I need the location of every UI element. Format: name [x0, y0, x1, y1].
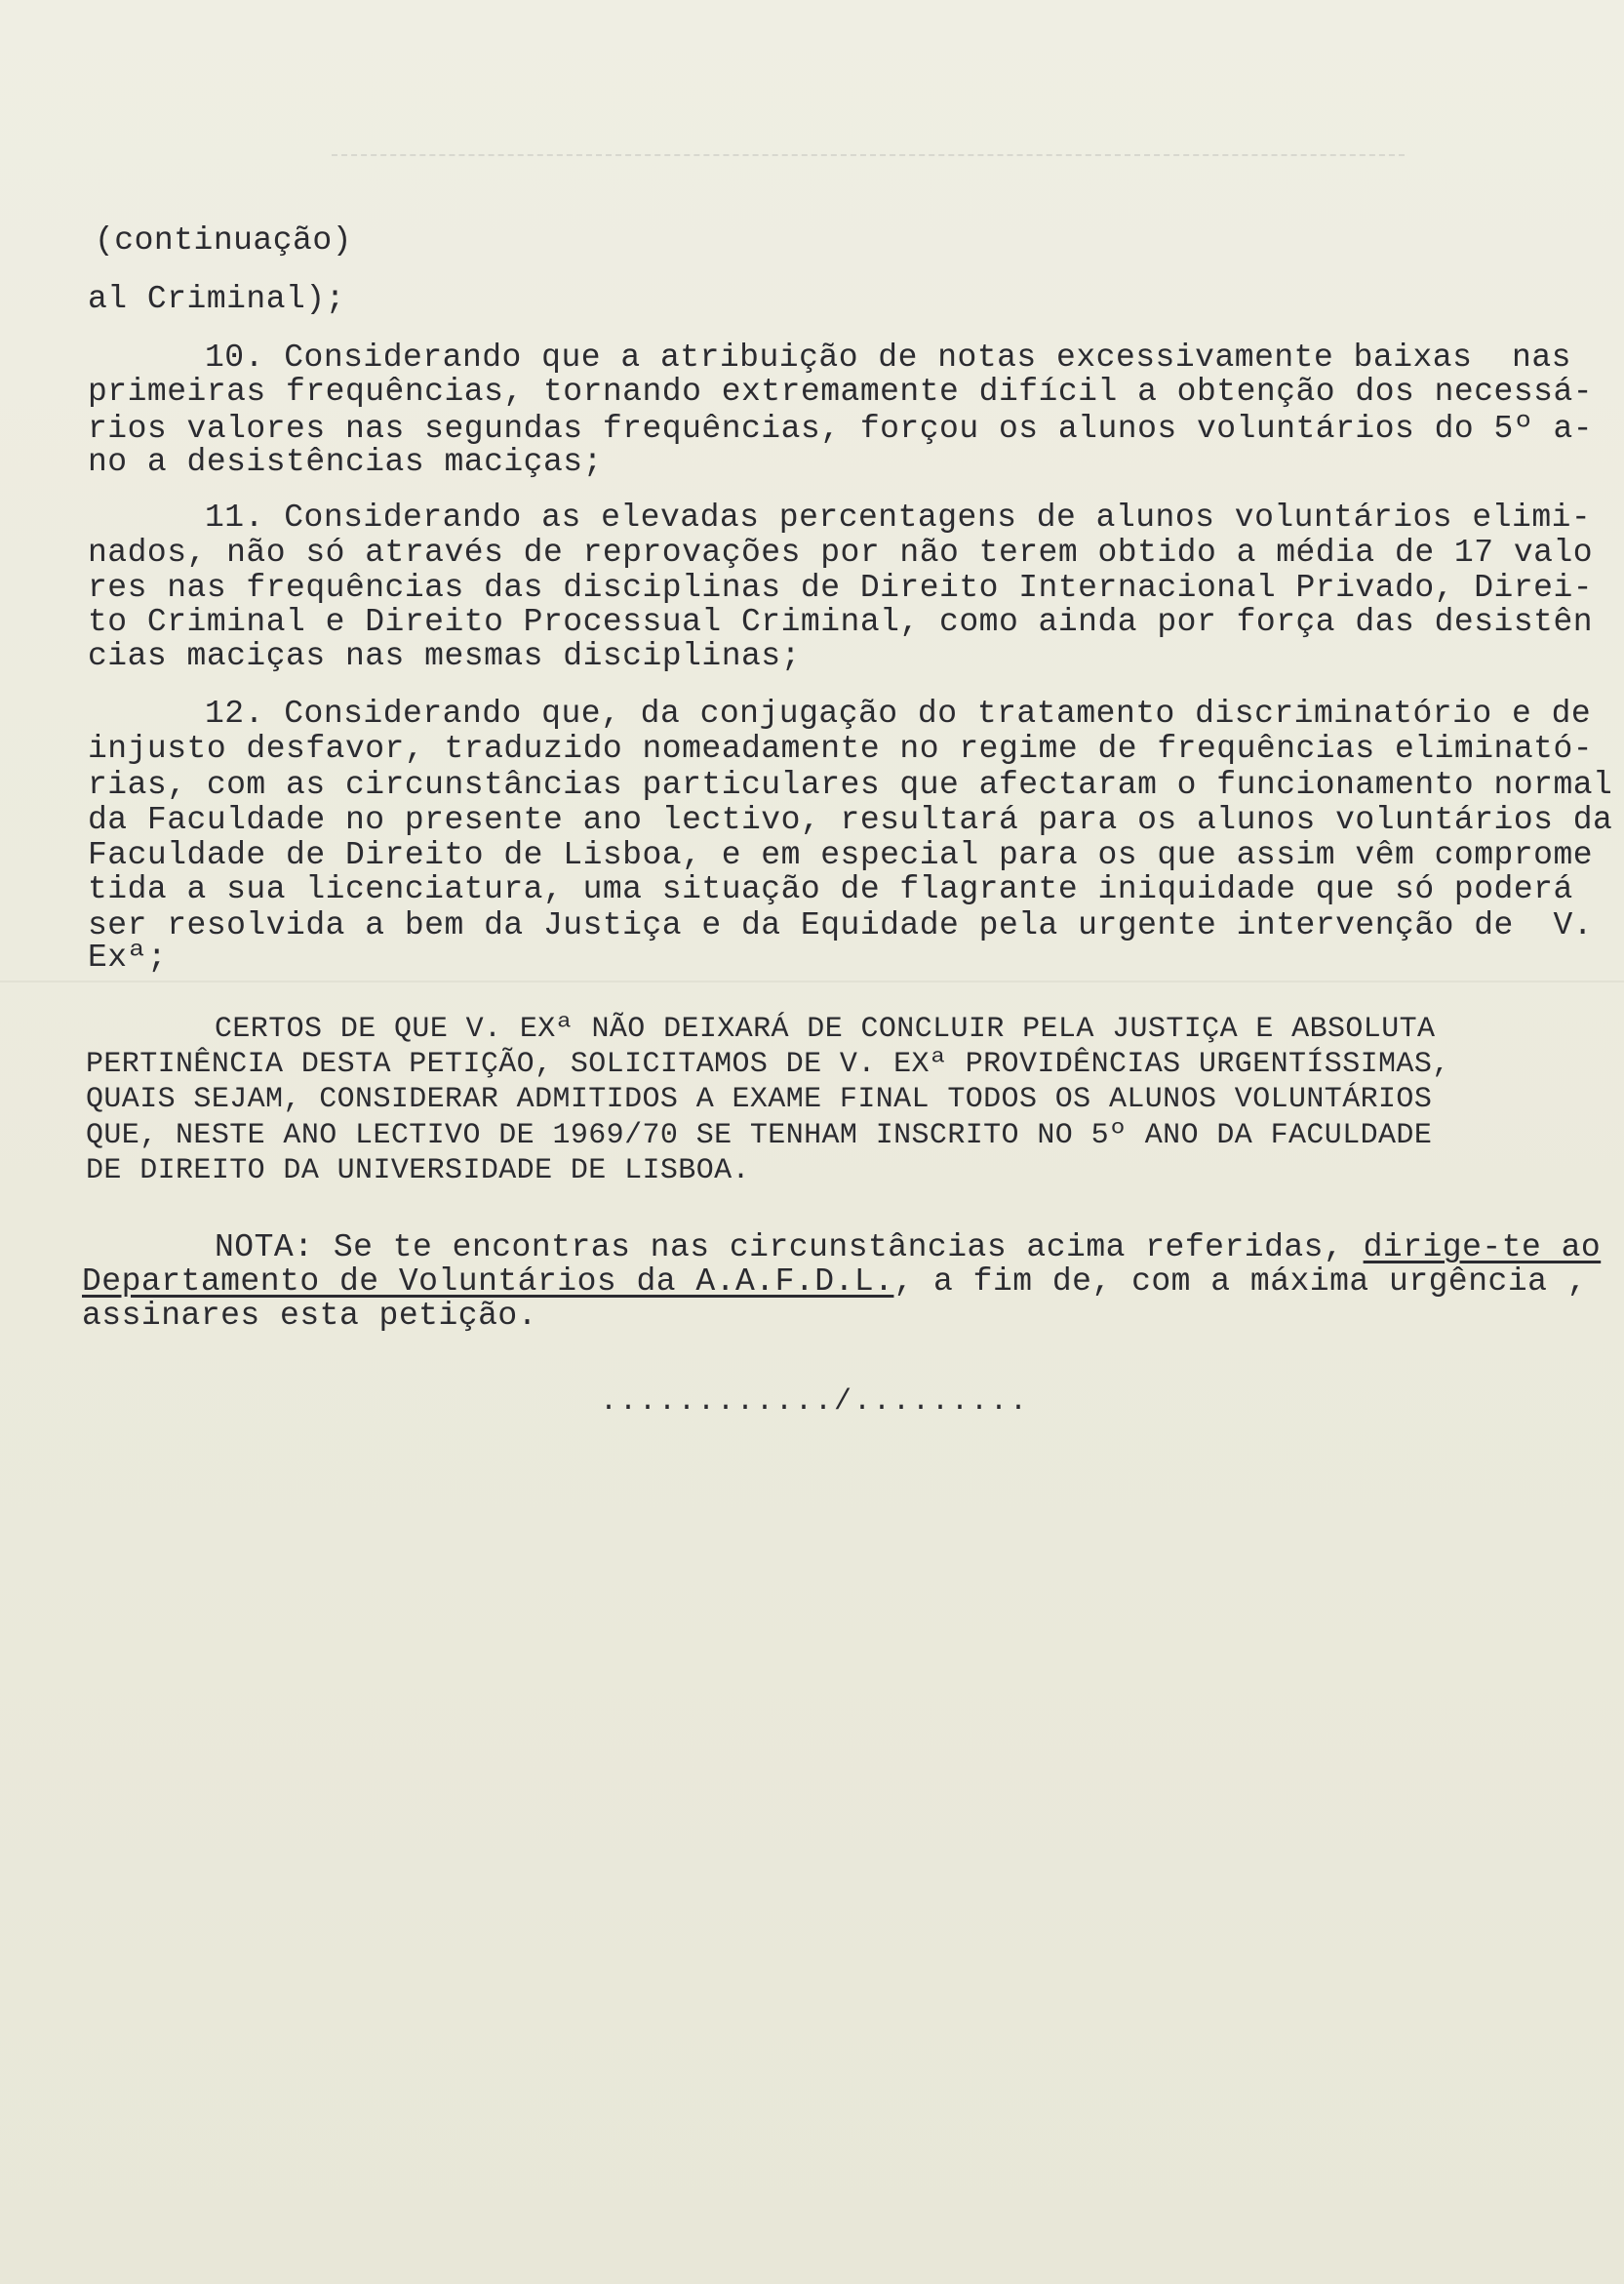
- paragraph-12-line-3: rias, com as circunstâncias particulares que afectaram o funcionamento normal: [88, 767, 1613, 803]
- paragraph-10-line-3: rios valores nas segundas frequências, forçou os alunos voluntários do 5º a-: [88, 411, 1594, 447]
- note-line-1: [215, 1231, 1601, 1263]
- intro-fragment: al Criminal);: [88, 281, 345, 317]
- paragraph-12-line-2: injusto desfavor, traduzido nomeadamente no regime de frequências eliminató-: [88, 731, 1594, 767]
- paragraph-12-line-6: tida a sua licenciatura, uma situação de flagrante iniquidade que só poderá: [88, 871, 1573, 907]
- paragraph-11-line-4: to Criminal e Direito Processual Criminal, como ainda por força das desistên: [88, 604, 1594, 640]
- petition-line-3: QUAIS SEJAM, CONSIDERAR ADMITIDOS A EXAME FINAL TODOS OS ALUNOS VOLUNTÁRIOS: [86, 1083, 1433, 1116]
- paragraph-12-line-8: Exª;: [88, 940, 168, 976]
- paragraph-11-line-5: cias maciças nas mesmas disciplinas;: [88, 638, 801, 674]
- note-department: Departamento de Voluntários da A.A.F.D.L.: [82, 1263, 894, 1300]
- show-through-title-rule: [332, 115, 1405, 156]
- paragraph-10-line-1: 10. Considerando que a atribuição de notas excessivamente baixas nas: [205, 340, 1571, 376]
- note-urgency: , a fim de, com a máxima urgência ,: [893, 1263, 1588, 1300]
- paragraph-11-line-1: 11. Considerando as elevadas percentagens de alunos voluntários elimi-: [205, 500, 1592, 536]
- note-directive: dirige-te ao: [1363, 1229, 1602, 1265]
- note-line-3: assinares esta petição.: [82, 1298, 537, 1334]
- paragraph-11-line-2: nados, não só através de reprovações por não terem obtido a média de 17 valo: [88, 535, 1594, 571]
- paragraph-12-line-1: 12. Considerando que, da conjugação do tratamento discriminatório e de: [205, 696, 1592, 732]
- paragraph-10-line-4: no a desistências maciças;: [88, 444, 603, 480]
- note-text: NOTA: Se te encontras nas circunstâncias acima referidas,: [215, 1229, 1364, 1265]
- paragraph-10-line-2: primeiras frequências, tornando extremamente difícil a obtenção dos necessá-: [88, 374, 1594, 410]
- petition-line-2: PERTINÊNCIA DESTA PETIÇÃO, SOLICITAMOS DE V. EXª PROVIDÊNCIAS URGENTÍSSIMAS,: [86, 1048, 1450, 1081]
- page-heading: (continuação): [95, 222, 352, 259]
- note-line-2: [82, 1265, 1587, 1298]
- paragraph-12-line-4: da Faculdade no presente ano lectivo, resultará para os alunos voluntários da: [88, 802, 1613, 838]
- paragraph-11-line-3: res nas frequências das disciplinas de Direito Internacional Privado, Direi-: [88, 570, 1594, 606]
- separator: ............/.........: [600, 1385, 1030, 1419]
- petition-line-1: CERTOS DE QUE V. EXª NÃO DEIXARÁ DE CONCLUIR PELA JUSTIÇA E ABSOLUTA: [215, 1013, 1436, 1046]
- petition-line-5: DE DIREITO DA UNIVERSIDADE DE LISBOA.: [86, 1154, 750, 1187]
- petition-line-4: QUE, NESTE ANO LECTIVO DE 1969/70 SE TENHAM INSCRITO NO 5º ANO DA FACULDADE: [86, 1119, 1433, 1152]
- paragraph-12-line-7: ser resolvida a bem da Justiça e da Equidade pela urgente intervenção de V.: [88, 907, 1594, 943]
- paper-fold: [0, 981, 1624, 982]
- paragraph-12-line-5: Faculdade de Direito de Lisboa, e em especial para os que assim vêm comprome: [88, 837, 1594, 873]
